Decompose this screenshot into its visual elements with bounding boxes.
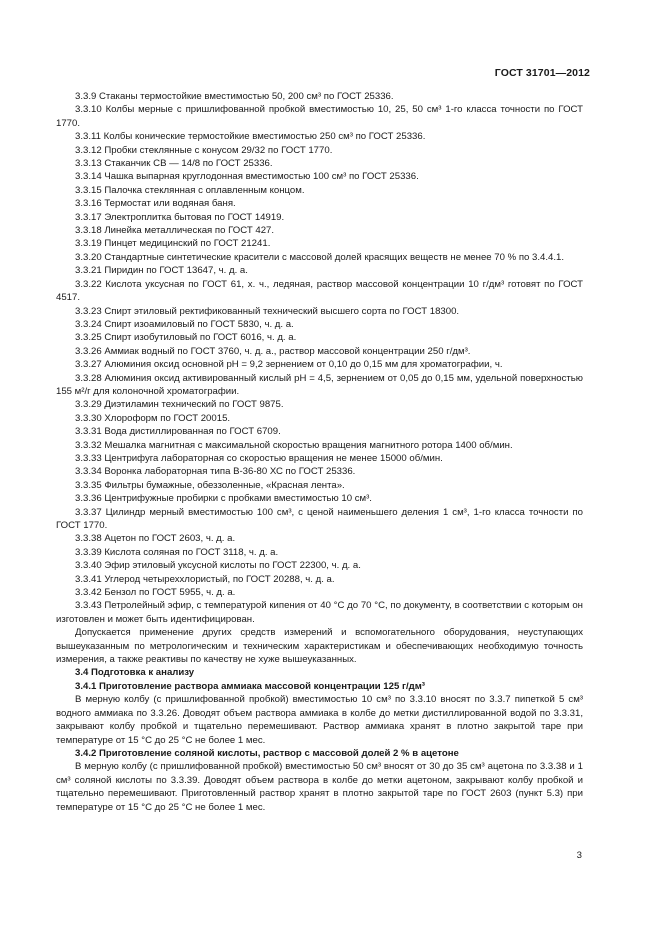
list-item: 3.3.24 Спирт изоамиловый по ГОСТ 5830, ч. д. а.	[75, 318, 294, 330]
section-3-4-2-title: 3.4.2 Приготовление соляной кислоты, раствор с массовой долей 2 % в ацетоне	[75, 747, 459, 759]
list-item: Допускается применение других средств измерений и вспомогательного оборудования, неуступающих вышеуказанным по метрологическим и техническим характеристикам и обеспечивающих необходимую точность измерения, а также реактивы по качеству не хуже вышеуказанных.	[56, 627, 583, 666]
list-item: 3.3.37 Цилиндр мерный вместимостью 100 см³, с ценой наименьшего деления 1 см³, 1-го класса точности по ГОСТ 1770.	[56, 506, 583, 531]
list-item: 3.3.26 Аммиак водный по ГОСТ 3760, ч. д. а., раствор массовой концентрации 250 г/дм³.	[75, 345, 471, 357]
list-item: 3.3.30 Хлороформ по ГОСТ 20015.	[75, 412, 231, 424]
list-item: 3.3.23 Спирт этиловый ректификованный технический высшего сорта по ГОСТ 18300.	[75, 305, 460, 317]
list-item: 3.3.10 Колбы мерные с пришлифованной пробкой вместимостью 10, 25, 50 см³ 1-го класса точности по ГОСТ 1770.	[56, 104, 583, 129]
list-item: 3.3.16 Термостат или водяная баня.	[75, 198, 236, 210]
equipment-list	[56, 90, 583, 666]
list-item: 3.3.21 Пиридин по ГОСТ 13647, ч. д. а.	[75, 265, 248, 277]
section-3-4-1-text: В мерную колбу (с пришлифованной пробкой) вместимостью 10 см³ по 3.3.10 вносят по 3.3.7 пипеткой 5 см³ водного аммиака по 3.3.26. Доводят объем раствора аммиака в колбе до метки дистиллированной водой по 3.3.31, закрывают колбу пробкой и тщательно перемешивают. Раствор аммиака хранят в плотно закрытой таре при температуре от 15 °С до 25 °С не более 1 мес.	[56, 694, 583, 746]
list-item: 3.3.19 Пинцет медицинский по ГОСТ 21241.	[75, 238, 271, 250]
section-3-4-1-title: 3.4.1 Приготовление раствора аммиака массовой концентрации 125 г/дм³	[75, 680, 425, 692]
list-item: 3.3.14 Чашка выпарная круглодонная вместимостью 100 см³ по ГОСТ 25336.	[75, 171, 419, 183]
list-item: 3.3.32 Мешалка магнитная с максимальной скоростью вращения магнитного ротора 1400 об/мин.	[75, 439, 513, 451]
list-item: 3.3.13 Стаканчик СВ — 14/8 по ГОСТ 25336.	[75, 158, 273, 170]
list-item: 3.3.9 Стаканы термостойкие вместимостью 50, 200 см³ по ГОСТ 25336.	[75, 91, 394, 102]
list-item: 3.3.40 Эфир этиловый уксусной кислоты по ГОСТ 22300, ч. д. а.	[75, 560, 361, 572]
list-item: 3.3.28 Алюминия оксид активированный кислый рН = 4,5, зернением от 0,05 до 0,15 мм, удельной поверхностью 155 м²/г для колоночной хроматографии.	[56, 372, 583, 397]
list-item: 3.3.12 Пробки стеклянные с конусом 29/32 по ГОСТ 1770.	[75, 144, 333, 156]
standard-header: ГОСТ 31701—2012	[494, 67, 590, 79]
list-item: 3.3.15 Палочка стеклянная с оплавленным концом.	[75, 184, 305, 196]
list-item: 3.3.25 Спирт изобутиловый по ГОСТ 6016, ч. д. а.	[75, 332, 297, 344]
list-item: 3.3.22 Кислота уксусная по ГОСТ 61, х. ч., ледяная, раствор массовой концентрации 10 г/дм³ готовят по ГОСТ 4517.	[56, 278, 583, 304]
page-number: 3	[576, 850, 582, 861]
list-item: 3.3.11 Колбы конические термостойкие вместимостью 250 см³ по ГОСТ 25336.	[75, 131, 426, 143]
list-item: 3.3.34 Воронка лабораторная типа В-36-80 ХС по ГОСТ 25336.	[75, 466, 356, 478]
list-item: 3.3.41 Углерод четыреххлористый, по ГОСТ 20288, ч. д. а.	[75, 573, 335, 585]
list-item: 3.3.42 Бензол по ГОСТ 5955, ч. д. а.	[75, 587, 236, 599]
section-3-4-title: 3.4 Подготовка к анализу	[75, 667, 195, 679]
document-body	[56, 90, 583, 814]
list-item: 3.3.18 Линейка металлическая по ГОСТ 427.	[75, 225, 275, 237]
list-item: 3.3.35 Фильтры бумажные, обеззоленные, «Красная лента».	[75, 479, 345, 491]
list-item: 3.3.17 Электроплитка бытовая по ГОСТ 14919.	[75, 211, 285, 223]
list-item: 3.3.27 Алюминия оксид основной рН = 9,2 зернением от 0,10 до 0,15 мм для хроматографии, ч.	[75, 359, 503, 371]
list-item: 3.3.43 Петролейный эфир, с температурой кипения от 40 °С до 70 °С, по документу, в соответствии с которым он изготовлен и может быть идентифицирован.	[56, 600, 583, 625]
list-item: 3.3.31 Вода дистиллированная по ГОСТ 6709.	[75, 426, 281, 438]
section-3-4-2-text: В мерную колбу (с пришлифованной пробкой) вместимостью 50 см³ вносят от 30 до 35 см³ ацетона по 3.3.38 и 1 см³ соляной кислоты по 3.3.39. Доводят объем раствора в колбе до метки ацетоном, закрывают колбу пробкой и тщательно перемешивают. Приготовленный раствор хранят в плотно закрытой таре по ГОСТ 2603 (пункт 5.3) при температуре от 15 °С до 25 °С не более 1 мес.	[56, 761, 583, 813]
list-item: 3.3.38 Ацетон по ГОСТ 2603, ч. д. а.	[75, 533, 236, 545]
list-item: 3.3.36 Центрифужные пробирки с пробками вместимостью 10 см³.	[75, 493, 372, 505]
list-item: 3.3.33 Центрифуга лабораторная со скоростью вращения не менее 15000 об/мин.	[75, 452, 443, 464]
list-item: 3.3.39 Кислота соляная по ГОСТ 3118, ч. д. а.	[75, 546, 279, 558]
list-item: 3.3.20 Стандартные синтетические красители с массовой долей красящих веществ не менее 70 % по 3.4.4.1.	[75, 251, 565, 263]
list-item: 3.3.29 Диэтиламин технический по ГОСТ 9875.	[75, 399, 284, 411]
